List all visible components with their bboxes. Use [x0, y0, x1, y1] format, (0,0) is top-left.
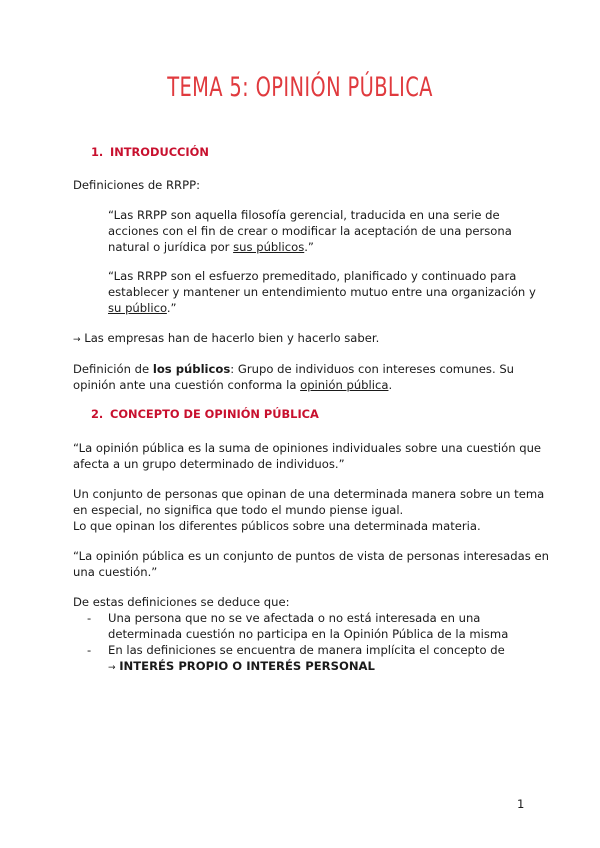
text-segment: En las definiciones se encuentra de manera implícita el concepto de	[108, 643, 505, 657]
paragraph-line: Lo que opinan los diferentes públicos sobre una determinada materia.	[73, 519, 481, 533]
quote-line: acciones con el fin de crear o modificar la aceptación de una persona	[108, 224, 512, 238]
arrow-statement	[73, 330, 379, 348]
quote-line	[108, 239, 314, 255]
text-segment: .”	[166, 301, 177, 315]
text-segment: .”	[304, 240, 314, 254]
publics-definition	[73, 361, 514, 377]
quote-line: afecta a un grupo determinado de individuos.”	[73, 457, 345, 471]
section-number: 2.	[91, 407, 104, 421]
list-item-continuation: determinada cuestión no participa en la Opinión Pública de la misma	[108, 627, 509, 641]
quote-line: “La opinión pública es la suma de opiniones individuales sobre una cuestión que	[73, 441, 542, 455]
publics-definition-line2	[73, 377, 392, 393]
text-segment: .	[388, 378, 393, 392]
text-segment: Una persona que no se ve afectada o no está interesada en una	[108, 611, 481, 625]
deduce-label: De estas definiciones se deduce que:	[73, 595, 290, 609]
page-title: TEMA 5: OPINIÓN PÚBLICA	[167, 72, 433, 103]
list-item	[87, 642, 505, 658]
text-segment: Las empresas han de hacerlo bien y hacerlo saber.	[80, 331, 380, 345]
section-title: CONCEPTO DE OPINIÓN PÚBLICA	[110, 407, 319, 421]
section-heading-introduccion	[91, 145, 209, 159]
bold-term: INTERÉS PROPIO O INTERÉS PERSONAL	[119, 659, 375, 673]
text-segment: opinión ante una cuestión conforma la	[73, 378, 301, 392]
definitions-label: Definiciones de RRPP:	[73, 178, 201, 192]
arrow-icon: →	[73, 335, 81, 345]
quote-line: “La opinión pública es un conjunto de puntos de vista de personas interesadas en	[73, 549, 549, 563]
underlined-term: sus públicos	[233, 240, 305, 254]
quote-line: establecer y mantener un entendimiento mutuo entre una organización y	[108, 285, 536, 299]
quote-line: una cuestión.”	[73, 565, 158, 579]
underlined-term: su público	[108, 301, 167, 315]
paragraph-line: Un conjunto de personas que opinan de una determinada manera sobre un tema	[73, 487, 545, 501]
section-title: INTRODUCCIÓN	[110, 145, 209, 159]
arrow-icon: →	[108, 663, 116, 673]
text-segment: Definición de	[73, 362, 153, 376]
quote-line	[108, 300, 177, 316]
quote-line: “Las RRPP son el esfuerzo premeditado, planificado y continuado para	[108, 269, 517, 283]
section-number: 1.	[91, 145, 104, 159]
underlined-term: opinión pública	[300, 378, 389, 392]
text-segment: : Grupo de individuos con intereses comunes. Su	[230, 362, 515, 376]
page-number: 1	[517, 797, 525, 811]
list-item-continuation	[108, 658, 375, 676]
section-heading-concepto	[91, 407, 319, 421]
bullet-dash: -	[87, 643, 92, 657]
list-item	[87, 610, 480, 626]
quote-line: “Las RRPP son aquella filosofía gerencial, traducida en una serie de	[108, 208, 500, 222]
paragraph-line: en especial, no significa que todo el mundo piense igual.	[73, 503, 404, 517]
text-segment: natural o jurídica por	[108, 240, 234, 254]
bold-term: los públicos	[152, 362, 231, 376]
bullet-dash: -	[87, 611, 92, 625]
